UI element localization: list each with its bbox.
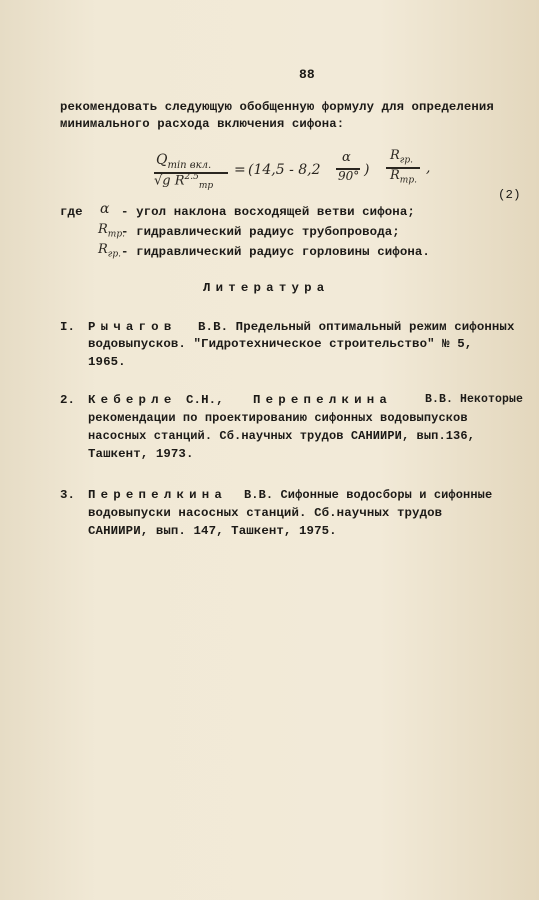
- where-symbol-3: $R_{гр.}$: [98, 242, 121, 260]
- formula-paren-expression: (14,5 - 8,2: [248, 162, 321, 178]
- reference-1-line-2: водовыпусков. "Гидротехническое строительство" № 5,: [88, 337, 473, 351]
- formula-denominator: √g $R^{2.5}_{тр}$: [154, 172, 214, 191]
- formula-alpha: α: [342, 150, 351, 165]
- formula-paren-close: ): [364, 162, 370, 178]
- formula-equals: =: [234, 162, 246, 178]
- where-text-3: - гидравлический радиус горловины сифона.: [121, 245, 430, 259]
- reference-1-author: Рычагов: [88, 320, 177, 334]
- where-symbol-1: α: [100, 201, 110, 217]
- formula-comma: ,: [426, 160, 431, 176]
- reference-2-number: 2.: [60, 393, 76, 407]
- reference-3-line-3: САНИИРИ, вып. 147, Ташкент, 1975.: [88, 524, 337, 538]
- reference-1-line-1: В.В. Предельный оптимальный режим сифонных: [198, 320, 515, 334]
- formula-r-gr: $R_{гр.}$: [390, 148, 413, 166]
- where-word: где: [60, 205, 83, 219]
- formula-r-tr: $R_{тр.}$: [390, 168, 417, 186]
- where-text-1: - угол наклона восходящей ветви сифона;: [121, 205, 415, 219]
- reference-1-number: I.: [60, 320, 76, 334]
- intro-line-2: минимального расхода включения сифона:: [60, 117, 345, 131]
- intro-line-1: рекомендовать следующую обобщенную формулу для определения: [60, 100, 494, 114]
- reference-3-line-1: В.В. Сифонные водосборы и сифонные: [244, 488, 493, 502]
- reference-2-line-4: Ташкент, 1973.: [88, 447, 194, 461]
- reference-1-line-3: 1965.: [88, 355, 126, 369]
- where-symbol-2: $R_{тр.}$: [98, 222, 125, 240]
- reference-2-line-1-end: В.В. Некоторые: [425, 393, 524, 406]
- where-text-2: - гидравлический радиус трубопровода;: [121, 225, 400, 239]
- reference-2-author: Кеберле: [88, 393, 177, 407]
- formula-number: (2): [498, 188, 521, 202]
- reference-2-coauthor: Перепелкина: [253, 393, 392, 407]
- reference-2-line-3: насосных станций. Сб.научных трудов САНИИРИ, вып.136,: [88, 429, 475, 443]
- reference-2-line-2: рекомендации по проектированию сифонных водовыпусков: [88, 411, 468, 425]
- reference-3-author: Перепелкина: [88, 488, 227, 502]
- page-number: 88: [299, 67, 315, 82]
- references-title: Литература: [203, 281, 330, 295]
- formula: [150, 146, 450, 202]
- reference-3-line-2: водовыпуски насосных станций. Сб.научных трудов: [88, 506, 443, 520]
- formula-numerator: $Q_{min вкл.}$: [156, 152, 212, 171]
- reference-3-number: 3.: [60, 488, 76, 502]
- reference-2-initials: С.Н.,: [186, 393, 224, 407]
- formula-ninety: 90°: [338, 169, 360, 183]
